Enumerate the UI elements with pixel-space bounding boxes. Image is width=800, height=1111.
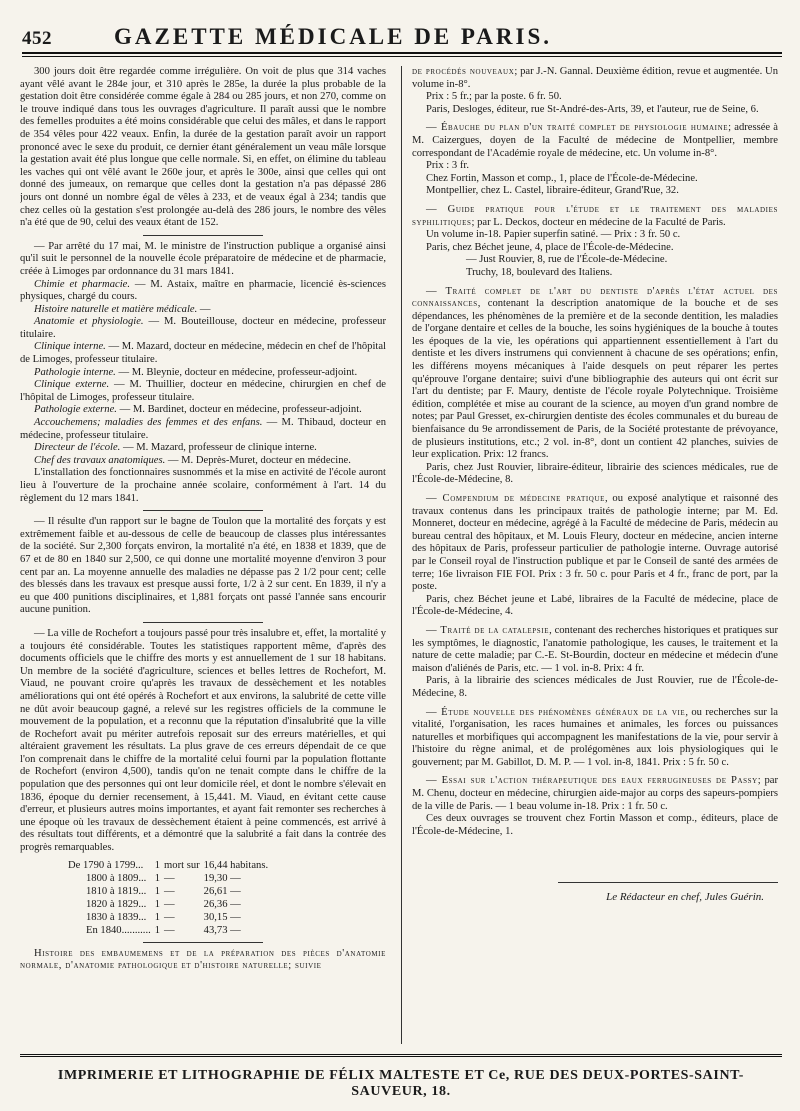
book-details: , ou recherches sur la vitalité, l'organisation, les races humaines et animales, les forces ou puissances naturelles et morbifiques qui accompagnent les manifestations de la vie, pour servir à l'histoire du règne animal, et de prolégomènes aux lois physiologiques qui le gouvernent; par M. Gabillot, D. M. P. — 1 vol. in-8, 1841. Prix : 5 fr. 50 c. — [412, 706, 778, 768]
staff-entry — [20, 304, 386, 317]
staff-entry — [20, 316, 386, 341]
separator-rule — [143, 235, 263, 236]
mortality-period: En 1840........... — [86, 924, 151, 936]
installation-paragraph: L'installation des fonctionnaires susnommés et la mise en activité de l'école auront lieu à l'ouverture de la prochaine année scolaire, conformément à l'art. 14 du règlement du 12 mars 1841. — [20, 467, 386, 504]
embaumemens-title: Histoire des embaumemens et de la préparation des pièces d'anatomie normale, d'anatomie pathologique et d'histoire naturelle; suivie — [20, 947, 386, 972]
book-publisher: Truchy, 18, boulevard des Italiens. — [466, 266, 613, 278]
staff-subject: Directeur de l'école. — [34, 442, 121, 454]
book-title: — Essai sur l'action thérapeutique des eaux ferrugineuses de Passy — [426, 775, 758, 787]
book-publisher: Paris, chez Béchet jeune et Labé, libraires de la Faculté de médecine, place de l'École-de-Médecine, 4. — [412, 593, 778, 618]
mortality-n: 1 — [154, 872, 161, 884]
book-title: — Traité complet de l'art du dentiste d'après l'état actuel des connaissances — [412, 285, 778, 310]
rochefort-paragraph: — La ville de Rochefort a toujours passé pour très insalubre et, effet, la mortalité y a toujours été considérable. Toutes les statistiques rapportent même, d'après des documents officiels que le chiffre des morts y est annuellement de 1 sur 18 habitans. Un membre de la société d'agriculture, sciences et belles lettres de Rochefort, M. Viaud, ne pouvant croire qu'après les travaux de dessèchement et les notables améliorations qui ont été opérés à Rochefort et aux environs, la salubrité de cette ville ne dût avoir beaucoup gagné, a relevé sur les registres officiels de la commune le mouvement de la population, et a reconnu que la réputation d'insalubrité que la ville de Rochefort avait pu mériter autrefois reposait sur des erreurs matérielles, et qui altéraient gravement les résultats. La plus grave de ces erreurs dépendait de ce que l'on comprenait dans le chiffre de la mortalité celui fourni par la population flottante de Rochefort (environ 4,500), tandis qu'on ne tenait compte dans le chiffre de la population que des personnes qui ont leur domicile réel, et dont le nombre s'élevait en 1836, époque du dernier recensement, à 15,441. M. Viaud, en évitant cette cause d'erreur, et plusieurs autres moins importantes, et ayant fait remonter ses recherches à une époque où les travaux de dessèchement étaient à peine commencés, est arrivé à des résultats tout différents, et a démontré que la salubrité a fait dans la contrée des progrès remarquables. — [20, 627, 386, 854]
right-column — [412, 66, 778, 1044]
staff-person: — M. Mazard, docteur en médecine, médecin en chef de l'hôpital de Limoges, professeur titulaire. — [20, 341, 386, 366]
staff-person: — M. Mazard, professeur de clinique interne. — [120, 442, 317, 454]
staff-subject: Chimie et pharmacie. — [34, 278, 131, 290]
mortality-n: 1 — [154, 898, 161, 910]
mortality-row — [68, 872, 272, 885]
book-entry — [412, 204, 778, 229]
printer-imprint: IMPRIMERIE ET LITHOGRAPHIE DE FÉLIX MALTESTE ET Ce, RUE DES DEUX-PORTES-SAINT-SAUVEUR, 18. — [57, 1068, 745, 1099]
gestation-paragraph: 300 jours doit être regardée comme irrégulière. On voit de plus que 314 vaches ayant vêlé avant le 284e jour, et 310 après le 285e, la durée la plus probable de la gestation doit être considérée comme égale à 284 ou 285 jours, et non 270, comme on le trouve indiqué dans tous les ouvrages d'agriculture. Il paraît aussi que le nombre des femelles produites a été moins considérable que celui des mâles, et dans le rapport de 354 vêles pour 422 veaux. Enfin, la durée de la gestation paraît avoir un rapport prononcé avec le sexe du produit, ce dernier étant généralement un veau mâle lorsque la gestation avait été plus longue que celle normale. Si, en effet, on élimine du tableau les vaches qui ont vêlé avant le 260e jour, et après le 300e, ainsi que celles qui ont donné des jumeaux, on remarque que celles dont la gestation n'a pas dépassé 286 jours ont donné un nombre égal de vêles à 233, et de veaux égal à 234; tandis que chez celles où la gestation s'est prolongée au-delà des 286 jours, le nombre des vêles n'a été que de 90, celui des veaux étant de 152. — [20, 66, 386, 229]
mortality-period: De 1790 à 1799... — [68, 859, 144, 871]
staff-person: — M. Bouteillouse, docteur en médecine, professeur titulaire. — [20, 316, 386, 340]
staff-person: — — [197, 303, 211, 315]
staff-entry — [20, 455, 386, 468]
staff-subject: Chef des travaux anatomiques. — [34, 454, 166, 466]
staff-entry — [20, 279, 386, 304]
mortality-row — [68, 924, 272, 937]
book-details: ; adressée à M. Caizergues, doyen de la Faculté de médecine de Montpellier, membre correspondant de l'Académie royale de médecine, etc. Un volume in-8°. — [412, 122, 778, 159]
book-publisher: Chez Fortin, Masson et comp., 1, place de l'École-de-Médecine. — [426, 172, 698, 184]
mortality-label: — — [164, 872, 175, 884]
page-header — [22, 20, 782, 54]
book-price: Un volume in-18. Papier superfin satiné. — Prix : 3 fr. 50 c. — [426, 229, 681, 241]
book-title: — Compendium de médecine pratique — [426, 493, 605, 504]
book-entry — [412, 625, 778, 675]
book-publisher: — Just Rouvier, 8, rue de l'École-de-Médecine. — [466, 254, 668, 266]
book-publisher: Montpellier, chez L. Castel, libraire-éditeur, Grand'Rue, 32. — [426, 185, 679, 197]
staff-subject: Anatomie et physiologie. — [34, 316, 144, 328]
book-details: , contenant la description anatomique de la bouche et de ses dépendances, les phénomènes de la première et de la seconde dentition, les maladies de l'organe dentaire et celles de la bouche, les soins hygiéniques de la bouche à toutes les époques de la vie, les opérations qui appartiennent essentiellement à l'art du dentiste et les divers instrumens qui conviennent à chacune de ses opérations; enfin, les différens moyens mécaniques à l'aide desquels on peut réparer les pertes qu'éprouve l'organe dentaire; suivi d'une bibliographie des auteurs qui ont écrit sur l'art du dentiste; par F. Maury, dentiste de l'école royale Polytechnique. Troisième édition, complétée et mise au courant de la science, au moyen d'un grand nombre de notes; par Paul Gresset, ex-chirurgien dentiste des écoles communales et du bureau de bienfaisance du 9e arrondissement de Paris, de la Société protestante de prévoyance, de plusieurs institutions, etc.; 2 vol. in-8°, dont un contient 42 planches, suivies de leur explication. Prix: 12 francs. — [412, 298, 778, 461]
mortality-value: 16,44 habitans. — [203, 859, 269, 871]
column-divider — [401, 66, 402, 1044]
book-price: Prix : 3 fr. — [426, 160, 469, 172]
staff-entry — [20, 367, 386, 380]
mortality-period: 1810 à 1819... — [86, 885, 147, 897]
mortality-n: 1 — [154, 911, 161, 923]
mortality-n: 1 — [154, 885, 161, 897]
mortality-label: — — [164, 885, 175, 897]
toulon-paragraph: — Il résulte d'un rapport sur le bagne de Toulon que la mortalité des forçats y est extrêmement faible et au-dessous de celle de beaucoup de classes plus intéressantes de la société. Sur 2,300 forçats environ, la mortalité n'a été, en 1838 et 1839, que de 67 et de 80 en 1840 sur 2,500, ce qui donne une mortalité moyenne d'environ 3 pour cent par an. La moyenne annuelle des maladies ne dépasse pas 2 1/2 pour cent; celle des blessés dans les travaux est presque aussi forte, 1/2 à 2 sur cent. En 1839, il n'y a eu que 400 punitions disciplinaires, et 1,881 forçats ont passé l'année sans encourir aucune punition. — [20, 516, 386, 616]
mortality-row — [68, 859, 272, 872]
book-title: — Guide pratique pour l'étude et le traitement des maladies syphilitiques — [412, 203, 778, 228]
book-title: — Traité de la catalepsie — [426, 624, 550, 636]
book-details: ; par L. Deckos, docteur en médecine de la Faculté de Paris. — [471, 216, 726, 228]
staff-person: — M. Astaix, maître en pharmacie, licencié ès-sciences physiques, chargé du cours. — [20, 278, 386, 303]
mortality-value: 26,61 — — [203, 885, 241, 897]
staff-person: — M. Bardinet, docteur en médecine, professeur-adjoint. — [116, 404, 362, 416]
book-entry — [412, 122, 778, 160]
journal-title: GAZETTE MÉDICALE DE PARIS. — [114, 24, 552, 49]
book-details: , ou exposé analytique et raisonné des travaux contenus dans les principaux traités de pathologie interne; par M. Ed. Monneret, docteur en médecine, agrégé à la Faculté de médecine de Paris, médecin au bureau central des hôpitaux, et M. Louis Fleury, docteur en médecine, ancien interne des hôpitaux de Paris, professeur particulier de pathologie interne. Ouvrage autorisé par le Conseil royal de l'instruction publique et par le Conseil de santé des armées de terre; 16e livraison FIE FOI. Prix : 3 fr. 50 c. pour Paris et 4 fr., franc de port, par la poste. — [412, 493, 778, 593]
signature-rule — [558, 882, 778, 883]
mortality-n: 1 — [154, 924, 161, 936]
staff-entry — [20, 341, 386, 366]
staff-entry — [20, 417, 386, 442]
staff-person: — M. Thuillier, docteur en médecine, chirurgien en chef de l'hôpital de Limoges, professeur titulaire. — [20, 379, 386, 403]
book-price: Prix : 5 fr.; par la poste. 6 fr. 50. — [426, 91, 562, 103]
book-publisher: Paris, Desloges, éditeur, rue St-André-des-Arts, 39, et l'auteur, rue de Seine, 6. — [426, 103, 759, 115]
staff-person: — M. Bleynie, docteur en médecine, professeur-adjoint. — [115, 366, 358, 378]
mortality-row — [68, 911, 272, 924]
mortality-value: 43,73 — — [203, 924, 241, 936]
book-entry — [412, 286, 778, 462]
staff-subject: Histoire naturelle et matière médicale. — [34, 303, 198, 315]
page-number: 452 — [22, 28, 52, 49]
staff-subject: Pathologie interne. — [34, 366, 116, 378]
mortality-row — [68, 898, 272, 911]
staff-person: — M. Deprès-Muret, docteur en médecine. — [165, 454, 351, 466]
staff-subject: Clinique externe. — [34, 379, 110, 391]
staff-entry — [20, 442, 386, 455]
mortality-period: 1800 à 1809... — [86, 872, 147, 884]
book-title: de procédés nouveaux — [412, 66, 515, 77]
staff-entry — [20, 379, 386, 404]
mortality-row — [68, 885, 272, 898]
staff-entry — [20, 404, 386, 417]
book-publisher: Paris, chez Just Rouvier, libraire-éditeur, librairie des sciences médicales, rue de l'École-de-Médecine, 8. — [412, 461, 778, 486]
mortality-value: 30,15 — — [203, 911, 241, 923]
mortality-label: mort sur — [164, 859, 200, 871]
book-publisher: Paris, chez Béchet jeune, 4, place de l'École-de-Médecine. — [426, 241, 674, 253]
book-details: ; par J.-N. Gannal. Deuxième édition, revue et augmentée. Un volume in-8°. — [412, 66, 778, 90]
book-entry — [412, 66, 778, 91]
separator-rule — [143, 942, 263, 943]
staff-subject: Pathologie externe. — [34, 404, 117, 416]
mortality-label: — — [164, 911, 175, 923]
book-title: — Étude nouvelle des phénomènes généraux de la vie — [426, 706, 686, 718]
book-publisher: Paris, à la librairie des sciences médicales de Just Rouvier, rue de l'École-de-Médecine, 8. — [412, 675, 778, 699]
left-column — [20, 66, 386, 1044]
staff-subject: Clinique interne. — [34, 341, 106, 353]
separator-rule — [143, 510, 263, 511]
book-details: ; par M. Chenu, docteur en médecine, chirurgien aide-major au corps des sapeurs-pompiers de la ville de Paris. — 1 beau volume in-18. Prix : 1 fr. 50 c. — [412, 775, 778, 812]
mortality-label: — — [164, 924, 175, 936]
book-entry — [412, 707, 778, 770]
mortality-value: 19,30 — — [203, 872, 241, 884]
limoges-school-paragraph: — Par arrêté du 17 mai, M. le ministre de l'instruction publique a organisé ainsi qu'il suit le personnel de la nouvelle école préparatoire de médecine et de pharmacie, créée à Limoges par ordonnance du 31 mars 1841. — [20, 240, 386, 277]
staff-subject: Accouchemens; maladies des femmes et des enfans. — [34, 417, 263, 429]
staff-person: — M. Thibaud, docteur en médecine, professeur titulaire. — [20, 417, 386, 441]
book-entry — [412, 493, 778, 594]
book-details: , contenant des recherches historiques et pratiques sur les symptômes, le diagnostic, l'anatomie pathologique, les causes, le traitement et la nature de cette maladie; par C.-E. St-Bourdin, docteur en médecine et médecin d'une maison d'aliénés de Paris, etc. — 1 vol. in-8. Prix: 4 fr. — [412, 624, 778, 674]
article-columns — [20, 66, 782, 1044]
book-title: — Ébauche du plan d'un traité complet de physiologie humaine — [426, 122, 729, 134]
mortality-label: — — [164, 898, 175, 910]
header-rule — [22, 56, 782, 57]
mortality-n: 1 — [154, 859, 161, 871]
mortality-period: 1830 à 1839... — [86, 911, 147, 923]
book-entry — [412, 775, 778, 813]
book-publisher: Ces deux ouvrages se trouvent chez Fortin Masson et comp., éditeurs, place de l'École-de-Médecine, 1. — [412, 813, 778, 837]
mortality-period: 1820 à 1829... — [86, 898, 147, 910]
mortality-table — [68, 859, 272, 937]
separator-rule — [143, 622, 263, 623]
mortality-value: 26,36 — — [203, 898, 241, 910]
footer-rule — [20, 1054, 782, 1057]
editor-signature: Le Rédacteur en chef, Jules Guérin. — [606, 891, 764, 904]
